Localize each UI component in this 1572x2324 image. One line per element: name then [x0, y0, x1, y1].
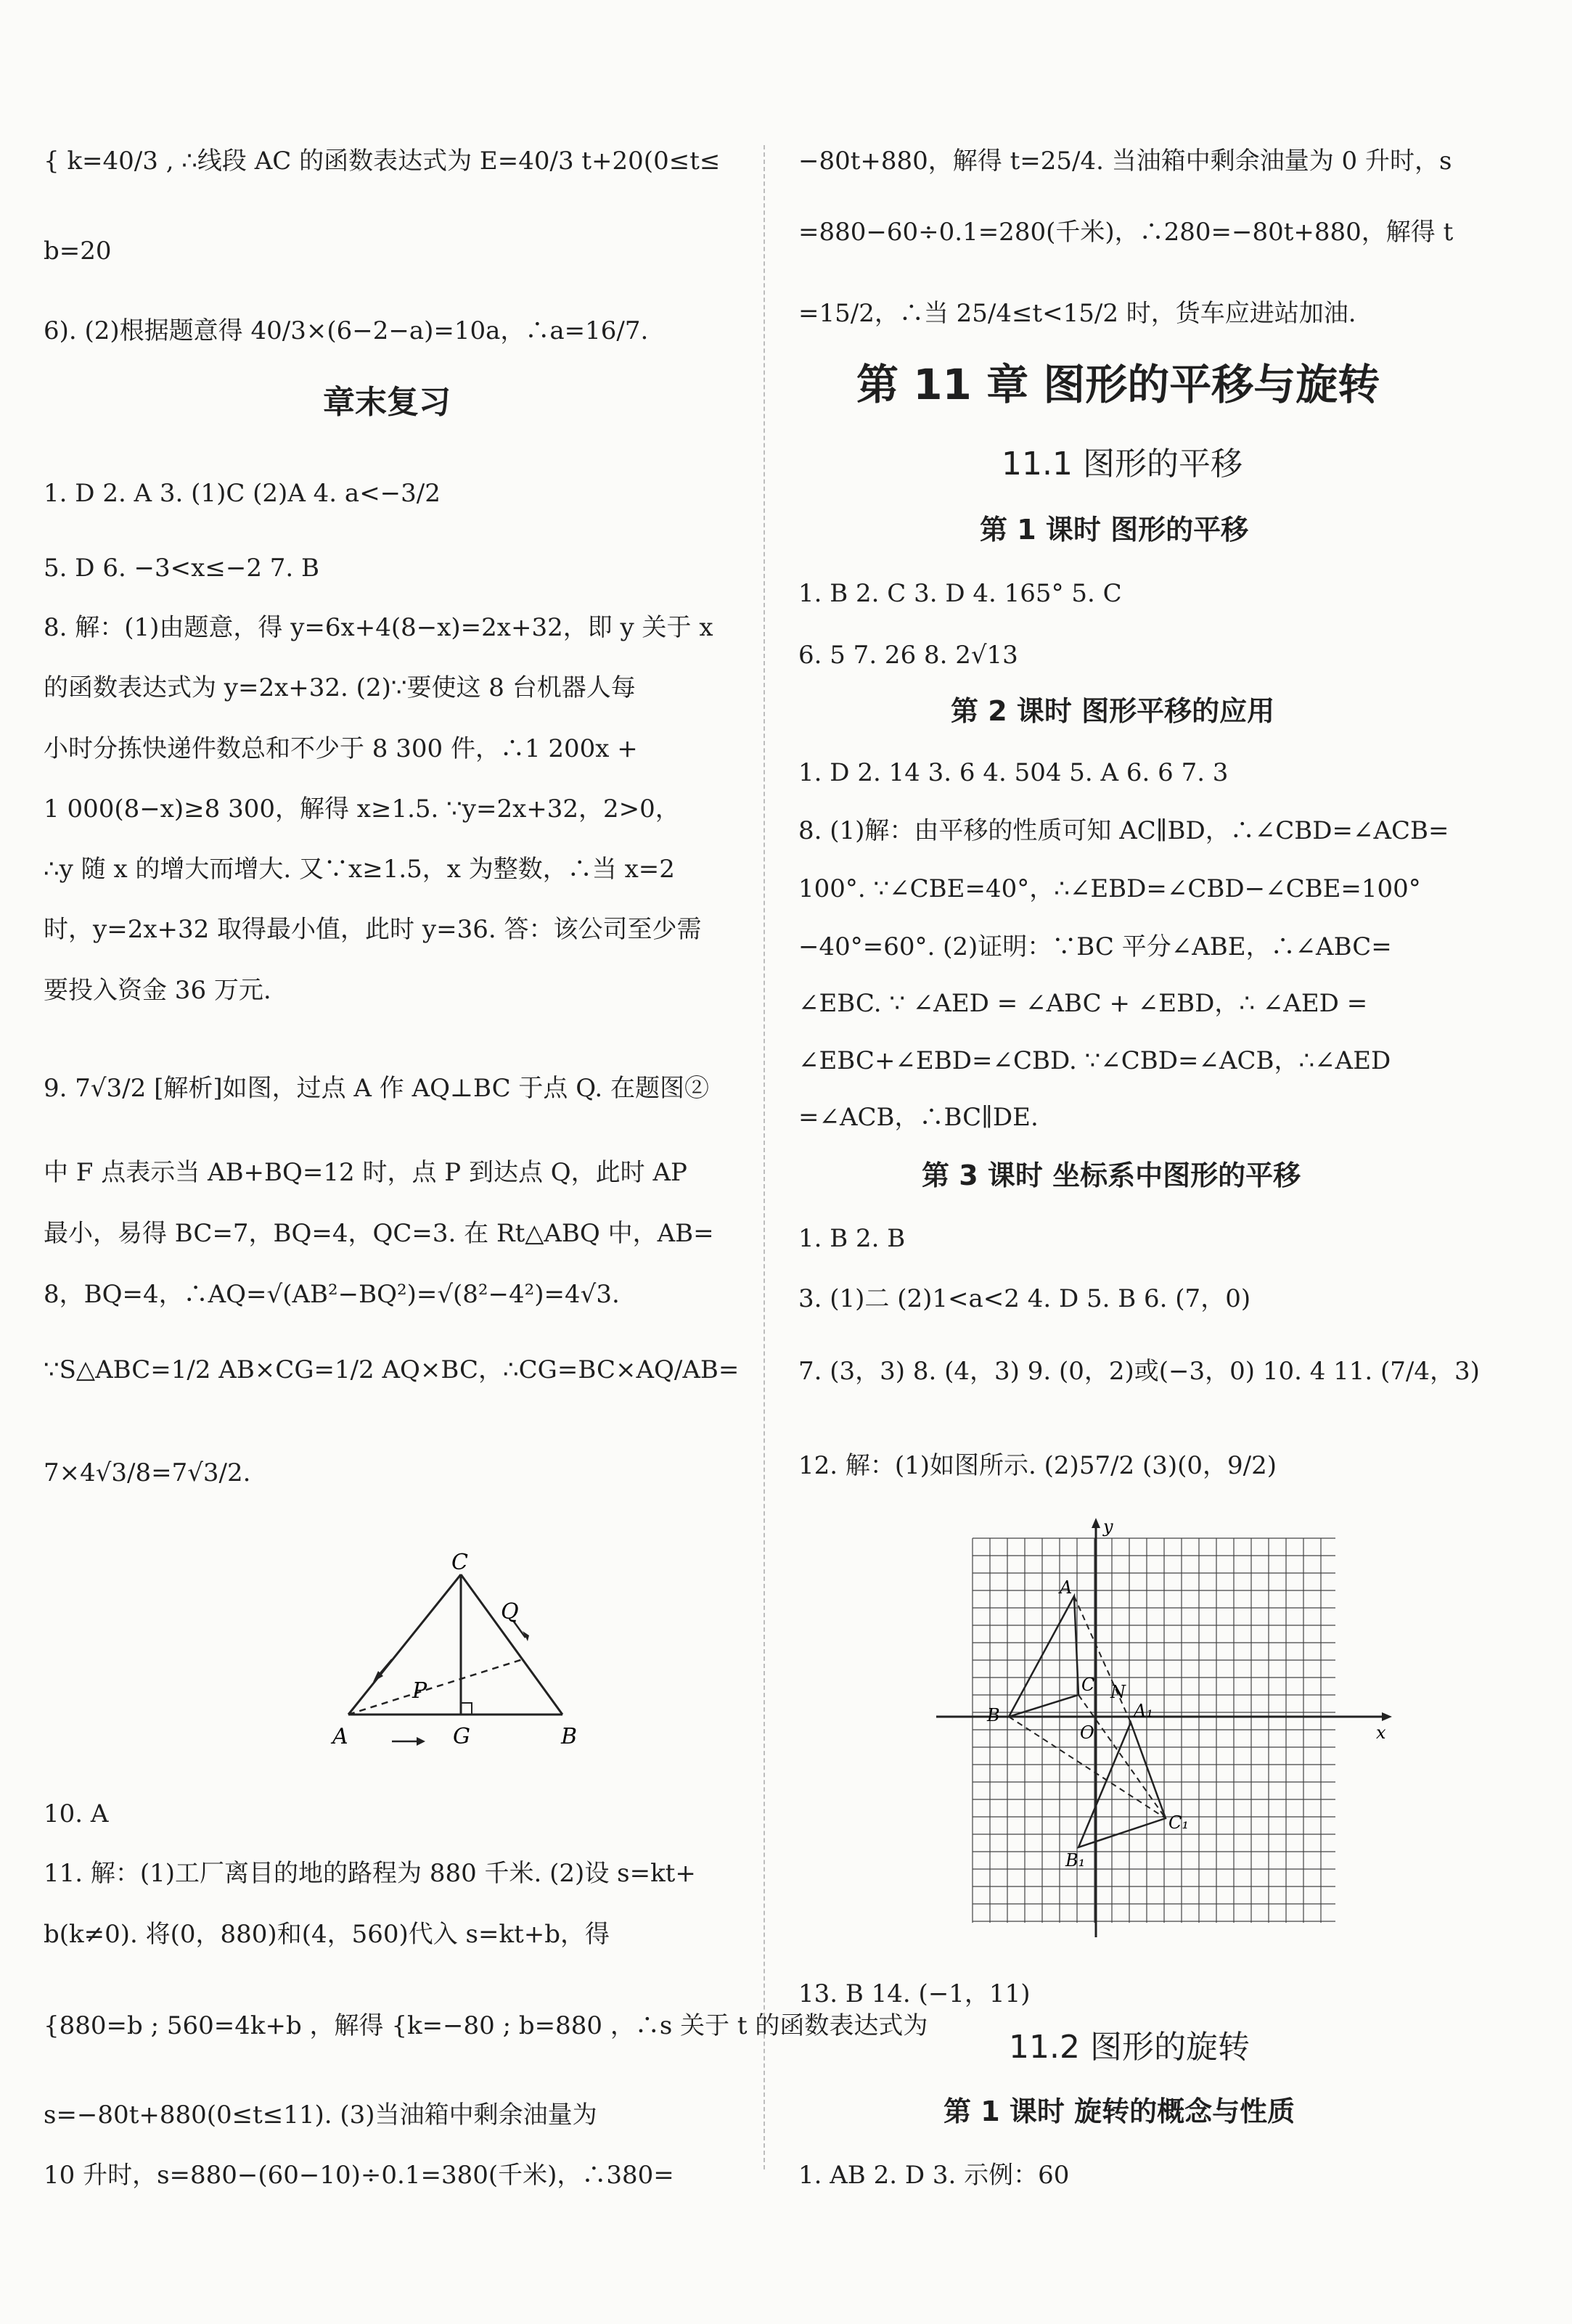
- text-line: 8，BQ=4，∴AQ=√(AB²−BQ²)=√(8²−4²)=4√3.: [44, 1280, 620, 1309]
- text-line: 8. 解：(1)由题意，得 y=6x+4(8−x)=2x+32，即 y 关于 x: [44, 613, 713, 642]
- triangle-figure: [283, 1549, 588, 1752]
- text-line: 1. B 2. B: [798, 1224, 906, 1253]
- text-line: s=−80t+880(0≤t≤11). (3)当油箱中剩余油量为: [44, 2101, 597, 2130]
- text-line: b(k≠0). 将(0，880)和(4，560)代入 s=kt+b，得: [44, 1920, 610, 1949]
- text-line: 时，y=2x+32 取得最小值，此时 y=36. 答：该公司至少需: [44, 915, 702, 944]
- point-label: C: [1081, 1675, 1095, 1695]
- text-line: =880−60÷0.1=280(千米)，∴280=−80t+880，解得 t: [798, 218, 1454, 247]
- vertex-label: Q: [501, 1599, 519, 1625]
- text-line: 9. 7√3/2 [解析]如图，过点 A 作 AQ⊥BC 于点 Q. 在题图②: [44, 1074, 710, 1103]
- axis-label: y: [1103, 1516, 1113, 1537]
- column-divider: [764, 145, 765, 2169]
- lesson-title: 第 1 课时 旋转的概念与性质: [943, 2095, 1295, 2127]
- text-line: { k=40/3 , ∴线段 AC 的函数表达式为 E=40/3 t+20(0≤t≤: [44, 147, 721, 176]
- text-line: 8. (1)解：由平移的性质可知 AC∥BD，∴∠CBD=∠ACB=: [798, 816, 1449, 845]
- text-line: 1. D 2. A 3. (1)C (2)A 4. a<−3/2: [44, 479, 441, 508]
- text-line: 小时分拣快递件数总和不少于 8 300 件，∴1 200x +: [44, 734, 638, 763]
- point-label: A₁: [1134, 1701, 1153, 1721]
- text-line: ∵S△ABC=1/2 AB×CG=1/2 AQ×BC，∴CG=BC×AQ/AB=: [44, 1355, 740, 1384]
- text-line: 1 000(8−x)≥8 300，解得 x≥1.5. ∵y=2x+32，2>0，: [44, 794, 680, 824]
- text-line: −80t+880，解得 t=25/4. 当油箱中剩余油量为 0 升时，s: [798, 147, 1452, 176]
- text-line: 13. B 14. (−1，11): [798, 1979, 1031, 2008]
- text-line: ∴y 随 x 的增大而增大. 又∵x≥1.5，x 为整数，∴当 x=2: [44, 855, 675, 884]
- text-line: 的函数表达式为 y=2x+32. (2)∵要使这 8 台机器人每: [44, 673, 636, 702]
- vertex-label: A: [332, 1724, 348, 1749]
- text-line: 1. AB 2. D 3. 示例：60: [798, 2161, 1070, 2190]
- point-label: B: [987, 1705, 1000, 1725]
- point-label: C₁: [1168, 1812, 1189, 1833]
- lesson-title: 第 3 课时 坐标系中图形的平移: [922, 1159, 1301, 1191]
- vertex-label: G: [453, 1724, 470, 1749]
- text-line: 10 升时，s=880−(60−10)÷0.1=380(千米)，∴380=: [44, 2161, 674, 2190]
- origin-label: O: [1080, 1723, 1094, 1743]
- axis-label: x: [1376, 1723, 1386, 1743]
- coordinate-grid-figure: [936, 1516, 1401, 1952]
- text-line: 中 F 点表示当 AB+BQ=12 时，点 P 到达点 Q，此时 AP: [44, 1158, 687, 1187]
- text-line: 12. 解：(1)如图所示. (2)57/2 (3)(0，9/2): [798, 1451, 1277, 1480]
- text-line: 10. A: [44, 1799, 109, 1828]
- chapter-title: 第 11 章 图形的平移与旋转: [856, 360, 1380, 409]
- text-line: 6. 5 7. 26 8. 2√13: [798, 641, 1018, 670]
- text-line: 最小，易得 BC=7，BQ=4，QC=3. 在 Rt△ABQ 中，AB=: [44, 1219, 714, 1248]
- text-line: {880=b ; 560=4k+b ，解得 {k=−80 ; b=880 ，∴s 关于 t 的函数表达式为: [44, 2011, 928, 2040]
- point-label: A: [1060, 1577, 1073, 1598]
- lesson-title: 第 1 课时 图形的平移: [980, 514, 1249, 546]
- section-title: 章末复习: [323, 384, 451, 421]
- point-label: B₁: [1065, 1850, 1086, 1871]
- text-line: =∠ACB，∴BC∥DE.: [798, 1103, 1039, 1132]
- text-line: b=20: [44, 237, 112, 266]
- text-line: −40°=60°. (2)证明：∵BC 平分∠ABE，∴∠ABC=: [798, 932, 1392, 961]
- text-line: 6). (2)根据题意得 40/3×(6−2−a)=10a，∴a=16/7.: [44, 316, 649, 345]
- vertex-label: P: [412, 1678, 427, 1704]
- text-line: 1. D 2. 14 3. 6 4. 504 5. A 6. 6 7. 3: [798, 758, 1229, 787]
- section-title: 11.2 图形的旋转: [1009, 2029, 1250, 2066]
- text-line: 7. (3，3) 8. (4，3) 9. (0，2)或(−3，0) 10. 4 11. (7/4，3): [798, 1357, 1480, 1386]
- text-line: ∠EBC. ∵ ∠AED = ∠ABC + ∠EBD，∴ ∠AED =: [798, 989, 1368, 1018]
- text-line: 11. 解：(1)工厂离目的地的路程为 880 千米. (2)设 s=kt+: [44, 1859, 696, 1888]
- text-line: 100°. ∵∠CBE=40°，∴∠EBD=∠CBD−∠CBE=100°: [798, 874, 1421, 903]
- text-line: 7×4√3/8=7√3/2.: [44, 1458, 251, 1487]
- text-line: ∠EBC+∠EBD=∠CBD. ∵∠CBD=∠ACB，∴∠AED: [798, 1046, 1391, 1075]
- lesson-title: 第 2 课时 图形平移的应用: [951, 695, 1275, 727]
- point-label: N: [1110, 1682, 1126, 1702]
- text-line: 要投入资金 36 万元.: [44, 976, 271, 1005]
- text-line: =15/2，∴当 25/4≤t<15/2 时，货车应进站加油.: [798, 299, 1356, 328]
- vertex-label: C: [451, 1550, 468, 1575]
- vertex-label: B: [561, 1724, 578, 1749]
- text-line: 3. (1)二 (2)1<a<2 4. D 5. B 6. (7，0): [798, 1284, 1251, 1313]
- section-title: 11.1 图形的平移: [1002, 445, 1243, 483]
- text-line: 5. D 6. −3<x≤−2 7. B: [44, 554, 319, 583]
- text-line: 1. B 2. C 3. D 4. 165° 5. C: [798, 579, 1122, 608]
